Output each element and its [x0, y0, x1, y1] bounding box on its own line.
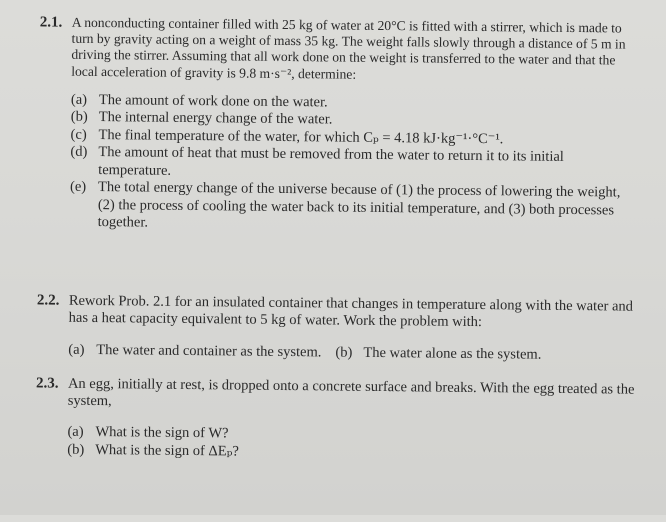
- part-e: [70, 179, 639, 237]
- problem-2-2: [36, 292, 637, 364]
- part-d: [70, 144, 638, 185]
- problem-number: 2.2.: [36, 292, 60, 309]
- problem-number: 2.1.: [39, 14, 63, 31]
- problem-parts: [67, 424, 635, 465]
- part-text: The water alone as the system.: [363, 344, 542, 363]
- part-label: (a): [68, 341, 85, 358]
- part-label: (a): [70, 91, 88, 108]
- part-label: (c): [70, 126, 87, 143]
- part-label: (b): [335, 344, 353, 361]
- part-text: The amount of heat that must be removed from the water to return it to its initial temperature.: [98, 144, 564, 179]
- problem-stem: Rework Prob. 2.1 for an insulated container that changes in temperature along with the water and has a heat capacity equivalent to 5 kg of water. Work the problem with:: [68, 292, 634, 331]
- part-label: (a): [67, 423, 84, 440]
- part-text: What is the sign of W?: [95, 424, 229, 442]
- part-text: What is the sign of ΔEₚ?: [95, 441, 239, 460]
- part-text: The internal energy change of the water.: [98, 109, 333, 128]
- part-text: The final temperature of the water, for which Cₚ = 4.18 kJ·kg⁻¹·°C⁻¹.: [98, 126, 504, 148]
- part-text: The water and container as the system.: [96, 342, 322, 361]
- problem-stem: A nonconducting container filled with 25 kg of water at 20°C is fitted with a stirrer, which is made to turn by gravity acting on a weight of mass 35 kg. The weight falls slowly through a distance of 5 m in driving the stirrer. Assuming that all work done on the weight is transferred to the water and that the local acceleration of gravity is 9.8 m·s⁻², determine:: [71, 14, 626, 82]
- problem-2-1: [38, 14, 640, 237]
- part-b: [335, 344, 541, 364]
- problem-parts: [70, 92, 639, 238]
- part-text: The amount of work done on the water.: [98, 91, 328, 111]
- part-label: (b): [67, 441, 85, 458]
- part-text: The total energy change of the universe because of (1) the process of lowering the weight, (2) the process of cooling the water back to its initial temperature, and (3) both processes together.: [97, 179, 621, 231]
- problem-parts: [68, 341, 636, 365]
- part-a: [68, 341, 321, 362]
- part-label: (e): [69, 179, 87, 196]
- problem-number: 2.3.: [35, 375, 59, 392]
- problem-stem: An egg, initially at rest, is dropped onto a concrete surface and breaks. With the egg treated as the system,: [67, 375, 635, 410]
- part-label: (d): [70, 144, 88, 161]
- problem-2-3: [35, 375, 636, 464]
- part-label: (b): [70, 109, 88, 126]
